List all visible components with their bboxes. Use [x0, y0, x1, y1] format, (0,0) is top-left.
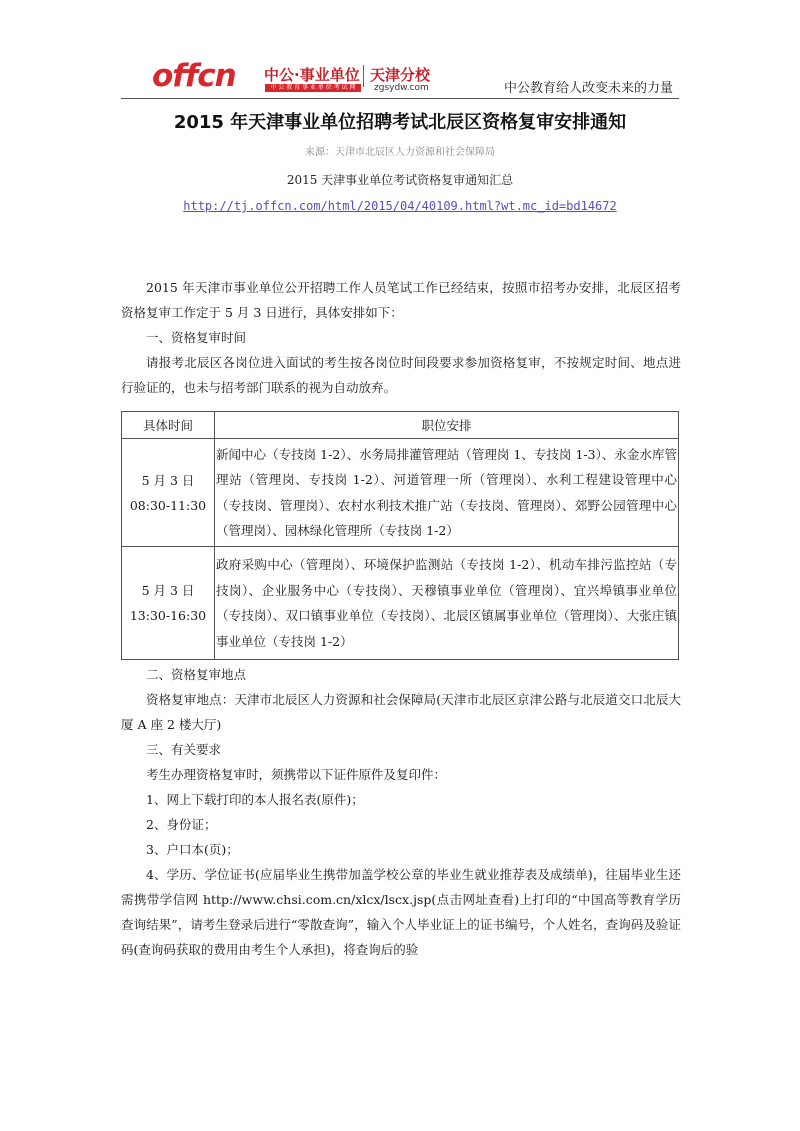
- row-date: 5 月 3 日: [141, 472, 195, 488]
- row-time: 13:30-16:30: [129, 608, 207, 623]
- requirement-item: 1、网上下载打印的本人报名表(原件)；: [146, 792, 364, 807]
- logo-tagline: 中 公 教 育 事 业 单 位 考 试 网: [265, 84, 361, 92]
- header-divider: [121, 98, 679, 99]
- intro-paragraph: 2015 年天津市事业单位公开招聘工作人员笔试工作已经结束，按照市招考办安排，北辰区招考资格复审工作定于 5 月 3 日进行，具体安排如下：: [121, 280, 681, 320]
- header-jobs: 职位安排: [215, 412, 679, 439]
- intro-section: [121, 275, 681, 400]
- table-header-row: [122, 412, 679, 439]
- section1-heading: 一、资格复审时间: [146, 330, 247, 345]
- summary-title: 2015 天津事业单位考试资格复审通知汇总: [286, 173, 514, 187]
- section3-intro: 考生办理资格复审时，须携带以下证件原件及复印件：: [146, 767, 447, 782]
- header-time: 具体时间: [122, 412, 215, 439]
- section1-paragraph: 请报考北辰区各岗位进入面试的考生按各岗位时间段要求参加资格复审，不按规定时间、地点进行验证的，也未与招考部门联系的视为自动放弃。: [121, 355, 681, 395]
- section2-paragraph: 资格复审地点：天津市北辰区人力资源和社会保障局(天津市北辰区京津公路与北辰道交口北辰大厦 A 座 2 楼大厅): [121, 692, 681, 732]
- logo-domain: zgsydw.com: [374, 83, 429, 93]
- time-cell: [122, 439, 215, 547]
- section3-heading: 三、有关要求: [146, 742, 222, 757]
- row-date: 5 月 3 日: [141, 583, 195, 598]
- logo-chinese-name: 中公·事业单位: [264, 66, 360, 84]
- schedule-table: [121, 411, 679, 660]
- row-time: 08:30-11:30: [129, 497, 207, 513]
- logo-branch-name: 天津分校: [370, 66, 431, 84]
- requirements-section: [121, 662, 681, 962]
- requirement-item: 3、户口本(页)；: [146, 842, 239, 857]
- jobs-cell: 政府采购中心（管理岗）、环境保护监测站（专技岗 1-2）、机动车排污监控站（专技岗）、企业服务中心（专技岗）、天穆镇事业单位（管理岗）、宜兴埠镇事业单位（专技岗）、双口镇事业单位（专技岗）、北辰区镇属事业单位（管理岗）、大张庄镇事业单位（专技岗 1-2）: [215, 547, 679, 660]
- summary-link[interactable]: http://tj.offcn.com/html/2015/04/40109.html?wt.mc_id=bd14672: [183, 199, 617, 213]
- page-title: 2015 年天津事业单位招聘考试北辰区资格复审安排通知: [173, 112, 627, 133]
- time-cell: [122, 547, 215, 660]
- requirement-item: 4、学历、学位证书(应届毕业生携带加盖学校公章的毕业生就业推荐表及成绩单)，往届毕业生还需携带学信网 http://www.chsi.com.cn/xlcx/lscx.jsp(点击网址查看)上打印的“中国高等教育学历查询结果”，请考生登录后进行“零散查询”，输入个人毕业证上的证书编号，个人姓名，查询码及验证码(查询码获取的费用由考生个人承担)，将查询后的验: [121, 867, 681, 957]
- table-row: [122, 547, 679, 660]
- header-slogan: 中公教育给人改变未来的力量: [503, 81, 673, 96]
- logo-divider: [363, 65, 364, 87]
- logo-wordmark: offcn: [152, 58, 236, 94]
- table-row: [122, 439, 679, 547]
- section2-heading: 二、资格复审地点: [146, 667, 247, 682]
- source-line: 来源：天津市北辰区人力资源和社会保障局: [305, 147, 495, 158]
- jobs-cell: 新闻中心（专技岗 1-2）、水务局排灌管理站（管理岗 1、专技岗 1-3）、永金水库管理站（管理岗、专技岗 1-2）、河道管理一所（管理岗）、水利工程建设管理中心（专技岗、管理岗）、农村水利技术推广站（专技岗、管理岗）、郊野公园管理中心（管理岗）、园林绿化管理所（专技岗 1-2）: [215, 439, 679, 547]
- requirement-item: 2、身份证；: [146, 817, 217, 832]
